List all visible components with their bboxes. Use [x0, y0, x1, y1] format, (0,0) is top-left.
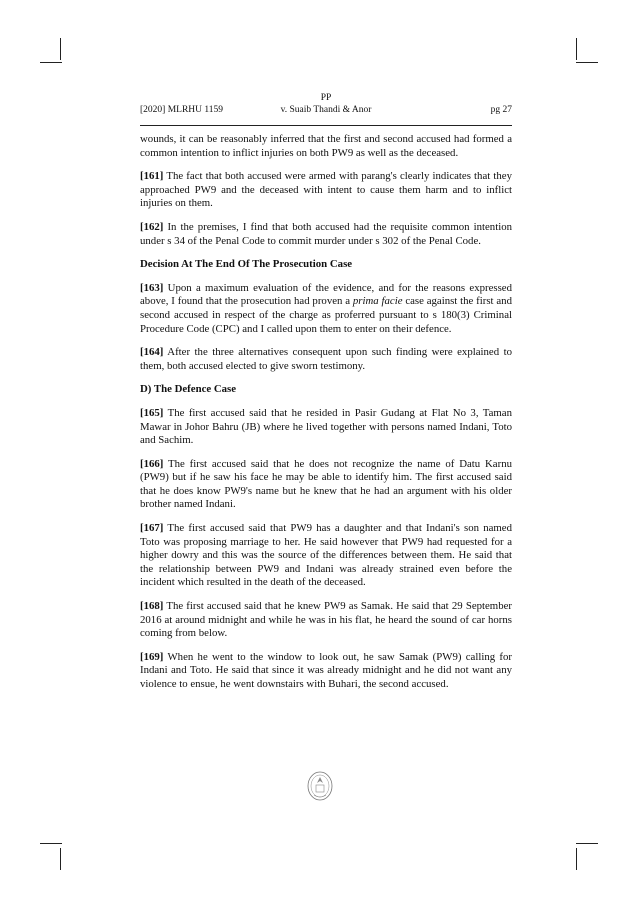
header-rule [140, 125, 512, 126]
section-heading: Decision At The End Of The Prosecution Case [140, 258, 353, 271]
court-seal-icon [305, 770, 335, 804]
paragraph-number: [167] [140, 522, 164, 535]
paragraph-number: [161] [140, 170, 164, 183]
crop-mark [576, 38, 577, 60]
crop-mark [60, 38, 61, 60]
paragraph-number: [169] [140, 650, 164, 663]
paragraph-167: [167] The first accused said that PW9 has a daughter and that Indani's son named Toto was proposing marriage to her. He said however that PW9 had requested for a higher dowry and this was the source of the differences between them. He said that the relationship between PW9 and Indani was already strained even before the incident which resulted in the death of the deceased. [140, 522, 512, 589]
crop-mark [576, 843, 598, 844]
page-header [140, 93, 512, 119]
paragraph-number: [164] [140, 346, 164, 359]
case-name: v. Suaib Thandi & Anor [280, 105, 372, 115]
citation: [2020] MLRHU 1159 [140, 105, 224, 115]
crop-mark [40, 62, 62, 63]
paragraph-162: [162] In the premises, I find that both accused had the requisite common intention under s 34 of the Penal Code to commit murder under s 302 of the Penal Code. [140, 220, 512, 247]
paragraph-number: [166] [140, 457, 164, 470]
crop-mark [60, 848, 61, 870]
paragraph-number: [165] [140, 406, 164, 419]
paragraph-number: [163] [140, 281, 164, 294]
paragraph-number: [162] [140, 220, 164, 233]
paragraph-165: [165] The first accused said that he resided in Pasir Gudang at Flat No 3, Taman Mawar in Johor Bahru (JB) where he lived together with persons named Indani, Toto and Sachim. [140, 406, 512, 447]
paragraph-164: [164] After the three alternatives consequent upon such finding were explained to them, both accused elected to give sworn testimony. [140, 346, 512, 372]
crop-mark [40, 843, 62, 844]
document-body [140, 133, 512, 702]
crop-mark [576, 62, 598, 63]
running-title: PP [320, 93, 332, 103]
paragraph-168: [168] The first accused said that he knew PW9 as Samak. He said that 29 September 2016 at around midnight and while he was in his flat, he heard the sound of car horns coming from below. [140, 600, 512, 640]
paragraph-169: [169] When he went to the window to look out, he saw Samak (PW9) calling for Indani and Toto. He said that since it was already midnight and he did not want any violence to ensue, he went downstairs with Buhari, the second accused. [140, 650, 512, 690]
paragraph-166: [166] The first accused said that he does not recognize the name of Datu Karnu (PW9) but if he saw his face he may be able to identify him. The first accused said that he does know PW9's name but he knew that he had an argument with his older brother named Indani. [140, 457, 512, 511]
paragraph-163: [163] Upon a maximum evaluation of the evidence, and for the reasons expressed above, I found that the prosecution had proven a prima facie case against the first and second accused in respect of the charge as proferred pursuant to s 180(3) Criminal Procedure Code (CPC) and I called upon them to enter on their defence. [140, 281, 512, 335]
section-heading: D) The Defence Case [140, 383, 237, 396]
page-number: pg 27 [490, 105, 512, 115]
paragraph: wounds, it can be reasonably inferred that the first and second accused had formed a common intention to inflict injuries on both PW9 as well as the deceased. [140, 133, 512, 159]
paragraph-161: [161] The fact that both accused were armed with parang's clearly indicates that they approached PW9 and the deceased with intent to cause them harm and to inflict injuries on them. [140, 170, 512, 210]
paragraph-number: [168] [140, 600, 164, 613]
crop-mark [576, 848, 577, 870]
